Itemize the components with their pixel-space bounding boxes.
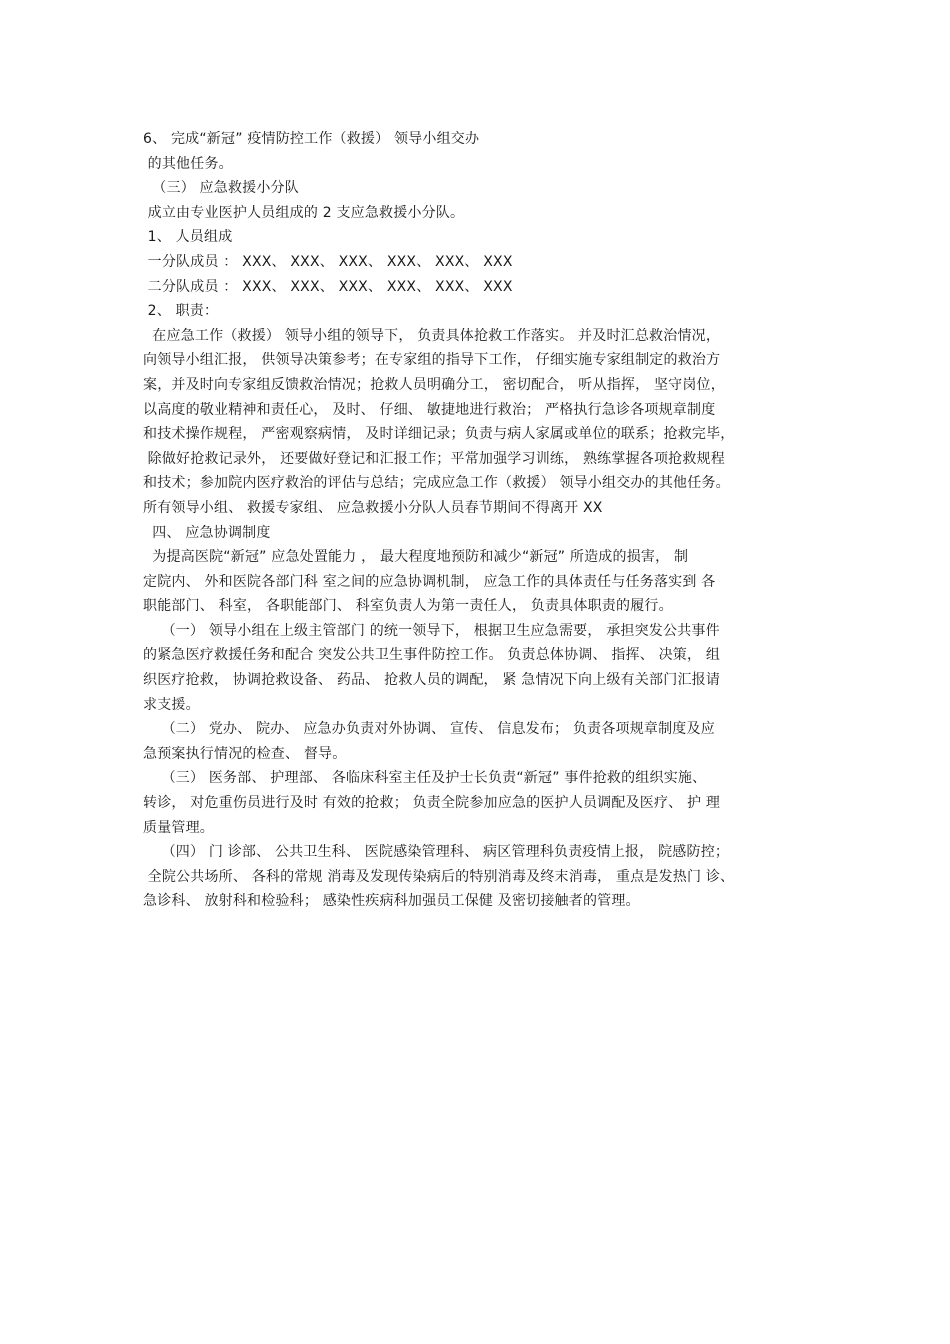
section-heading: （三） 应急救援小分队: [143, 180, 299, 197]
text-line: 和技术操作规程， 严密观察病情， 及时详细记录；负责与病人家属或单位的联系；抢救完毕，: [143, 426, 735, 443]
text-line: 成立由专业医护人员组成的 2 支应急救援小分队。: [143, 204, 465, 221]
subheading: 1、 人员组成: [143, 229, 233, 246]
text-line: 6、 完成“新冠” 疫情防控工作（救援） 领导小组交办: [143, 131, 480, 147]
text-line: 急诊科、 放射科和检验科； 感染性疾病科加强员工保健 及密切接触者的管理。: [143, 893, 640, 910]
team-one-members: 一分队成员 ： XXX、 XXX、 XXX、 XXX、 XXX、 XXX: [143, 253, 513, 270]
text-line: 以高度的敬业精神和责任心， 及时、 仔细、 敏捷地进行救治； 严格执行急诊各项规章制度: [143, 401, 716, 418]
text-line: 全院公共场所、 各科的常规 消毒及发现传染病后的特别消毒及终末消毒， 重点是发热门 诊、: [143, 868, 735, 885]
text-line: 所有领导小组、 救援专家组、 应急救援小分队人员春节期间不得离开 XX: [143, 499, 603, 516]
text-line: 的其他任务。: [143, 155, 233, 172]
text-line: 急预案执行情况的检查、 督导。: [143, 745, 347, 762]
team-two-members: 二分队成员 ： XXX、 XXX、 XXX、 XXX、 XXX、 XXX: [143, 278, 513, 295]
text-line: 求支援。: [143, 696, 200, 713]
text-line: 织医疗抢救， 协调抢救设备、 药品、 抢救人员的调配， 紧 急情况下向上级有关部门汇报请: [143, 672, 721, 689]
text-line: 为提高医院“新冠” 应急处置能力 ， 最大程度地预防和减少“新冠” 所造成的损害， 制: [143, 549, 689, 566]
text-line: 案，并及时向专家组反馈救治情况；抢救人员明确分工， 密切配合， 听从指挥， 坚守岗位，: [143, 376, 725, 393]
text-line: 职能部门、 科室， 各职能部门、 科室负责人为第一责任人， 负责具体职责的履行。: [143, 598, 673, 615]
text-line: 在应急工作（救援） 领导小组的领导下， 负责具体抢救工作落实。 并及时汇总救治情况，: [143, 327, 721, 344]
section-heading: 四、 应急协调制度: [143, 524, 271, 541]
text-line: （二） 党办、 院办、 应急办负责对外协调、 宣传、 信息发布； 负责各项规章制度及应: [143, 721, 715, 738]
text-line: （四） 门 诊部、 公共卫生科、 医院感染管理科、 病区管理科负责疫情上报， 院感防控；: [143, 844, 730, 861]
text-line: 向领导小组汇报， 供领导决策参考；在专家组的指导下工作， 仔细实施专家组制定的救治方: [143, 352, 721, 369]
text-line: （一） 领导小组在上级主管部门 的统一领导下， 根据卫生应急需要， 承担突发公共事件: [143, 622, 720, 639]
text-line: 和技术；参加院内医疗救治的评估与总结；完成应急工作（救援） 领导小组交办的其他任务。: [143, 475, 730, 492]
text-line: 的紧急医疗救援任务和配合 突发公共卫生事件防控工作。 负责总体协调、 指挥、 决策， 组: [143, 647, 721, 664]
text-line: 转诊， 对危重伤员进行及时 有效的抢救； 负责全院参加应急的医护人员调配及医疗、 护 理: [143, 795, 721, 812]
text-line: 除做好抢救记录外， 还要做好登记和汇报工作；平常加强学习训练， 熟练掌握各项抢救规程: [143, 450, 725, 467]
text-line: 定院内、 外和医院各部门科 室之间的应急协调机制， 应急工作的具体责任与任务落实到 各: [143, 573, 716, 590]
text-line: （三） 医务部、 护理部、 各临床科室主任及护士长负责“新冠” 事件抢救的组织实施、: [143, 770, 707, 787]
text-line: 质量管理。: [143, 819, 214, 836]
document-body: [143, 127, 823, 914]
subheading: 2、 职责：: [143, 303, 219, 320]
